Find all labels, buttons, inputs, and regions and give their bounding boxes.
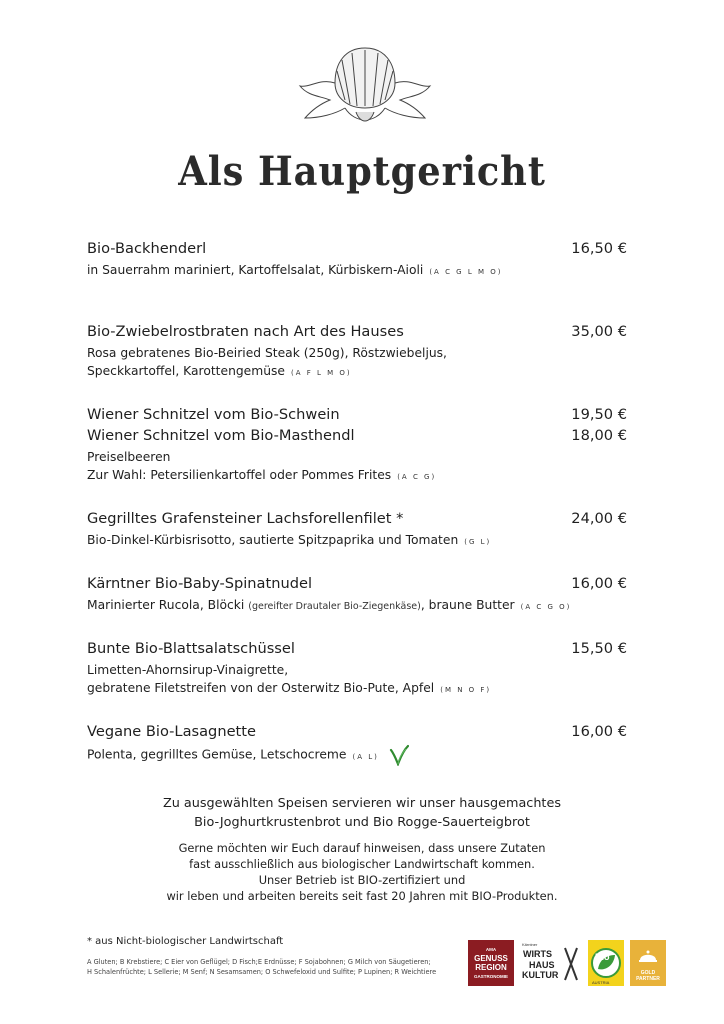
- dish-name: Bunte Bio-Blattsalatschüssel: [87, 640, 295, 657]
- genuss-region-logo: AMA GENUSS REGION GASTRONOMIE: [468, 940, 514, 986]
- dish-description: Zur Wahl: Petersilienkartoffel oder Pommes Frites (A C G): [87, 468, 437, 482]
- gold-partner-logo: GOLD PARTNER: [630, 940, 666, 986]
- dish-name: Wiener Schnitzel vom Bio-Schwein: [87, 406, 340, 423]
- cutlery-icon: [562, 946, 580, 982]
- dish-description: Speckkartoffel, Karottengemüse (A F L M O): [87, 364, 352, 378]
- allergen-codes: (M N O F): [440, 686, 492, 694]
- dish-price: 15,50 €: [571, 640, 627, 657]
- dish-description: Bio-Dinkel-Kürbisrisotto, sautierte Spitzpaprika und Tomaten (G L): [87, 533, 492, 547]
- dish-description: Polenta, gegrilltes Gemüse, Letschocreme (A L): [87, 744, 627, 766]
- menu-list: [87, 240, 627, 766]
- allergen-codes: (A F L M O): [290, 369, 352, 377]
- dish-description: in Sauerrahm mariniert, Kartoffelsalat, Kürbiskern-Aioli (A C G L M O): [87, 263, 503, 277]
- dish-name: Bio-Zwiebelrostbraten nach Art des Hauses: [87, 323, 404, 340]
- dish-name: Kärntner Bio-Baby-Spinatnudel: [87, 575, 313, 592]
- bread-note: Zu ausgewählten Speisen servieren wir unser hausgemachtes Bio-Joghurtkrustenbrot und Bio Rogge-Sauerteigbrot: [162, 796, 561, 830]
- allergen-codes: (A C G): [397, 473, 437, 481]
- dish-item: [87, 510, 627, 551]
- vegan-leaf-icon: [389, 744, 409, 766]
- allergen-legend: A Gluten; B Krebstiere; C Eier von Geflügel; D Fisch;E Erdnüsse; F Sojabohnen; G Milch von Säugetieren; H Schalenfrüchte; L Sellerie; M Senf; N Sesamsamen; O Schwefeloxid und Sulfite; P Lupinen; R Weichtiere: [87, 958, 437, 976]
- dish-description: gebratene Filetstreifen von der Osterwitz Bio-Pute, Apfel (M N O F): [87, 681, 492, 695]
- dish-price: 18,00 €: [571, 427, 627, 444]
- dish-description: Marinierter Rucola, Blöcki (gereifter Drautaler Bio-Ziegenkäse), braune Butter (A C G O): [87, 598, 572, 612]
- dish-description: Limetten-Ahornsirup-Vinaigrette,: [87, 663, 289, 677]
- cheese-note: (gereifter Drautaler Bio-Ziegenkäse): [248, 601, 421, 612]
- dish-item: [87, 723, 627, 766]
- allergen-codes: (A C G O): [520, 603, 572, 611]
- dish-item: [87, 406, 627, 486]
- bio-austria-logo: Bio AUSTRIA: [588, 940, 624, 986]
- dish-item: [87, 323, 627, 382]
- allergen-codes: (A L): [352, 752, 379, 761]
- dish-price: 16,00 €: [571, 723, 627, 740]
- dish-name: Gegrilltes Grafensteiner Lachsforellenfilet *: [87, 510, 404, 527]
- dish-item: [87, 240, 627, 281]
- dish-name: Vegane Bio-Lasagnette: [87, 723, 256, 740]
- dish-description: Preiselbeeren: [87, 450, 171, 464]
- dish-item: [87, 640, 627, 699]
- dish-price: 35,00 €: [571, 323, 627, 340]
- dish-description: Rosa gebratenes Bio-Beiried Steak (250g), Röstzwiebeljus,: [87, 346, 447, 360]
- allergen-codes: (A C G L M O): [429, 268, 503, 276]
- organic-info: Gerne möchten wir Euch darauf hinweisen, dass unsere Zutaten fast ausschließlich aus biologischer Landwirtschaft kommen. Unser Betrieb ist BIO-zertifiziert und wir leben und arbeiten bereits seit fast 20 Jahren mit BIO-Produkten.: [166, 841, 558, 903]
- dish-price: 19,50 €: [571, 406, 627, 423]
- allergen-codes: (G L): [464, 538, 492, 546]
- dish-item: [87, 575, 627, 616]
- cloche-icon: [638, 946, 658, 964]
- page-title: Als Hauptgericht: [178, 148, 546, 195]
- shell-ornament: [290, 38, 440, 128]
- wirtshaus-kultur-logo: Kärntner WIRTS HAUS KULTUR: [520, 940, 582, 986]
- dish-name: Wiener Schnitzel vom Bio-Masthendl: [87, 427, 355, 444]
- dish-price: 16,50 €: [571, 240, 627, 257]
- dish-price: 16,00 €: [571, 575, 627, 592]
- dish-price: 24,00 €: [571, 510, 627, 527]
- dish-name: Bio-Backhenderl: [87, 240, 207, 257]
- footnote: * aus Nicht-biologischer Landwirtschaft: [87, 936, 284, 947]
- partner-logos: [468, 938, 668, 988]
